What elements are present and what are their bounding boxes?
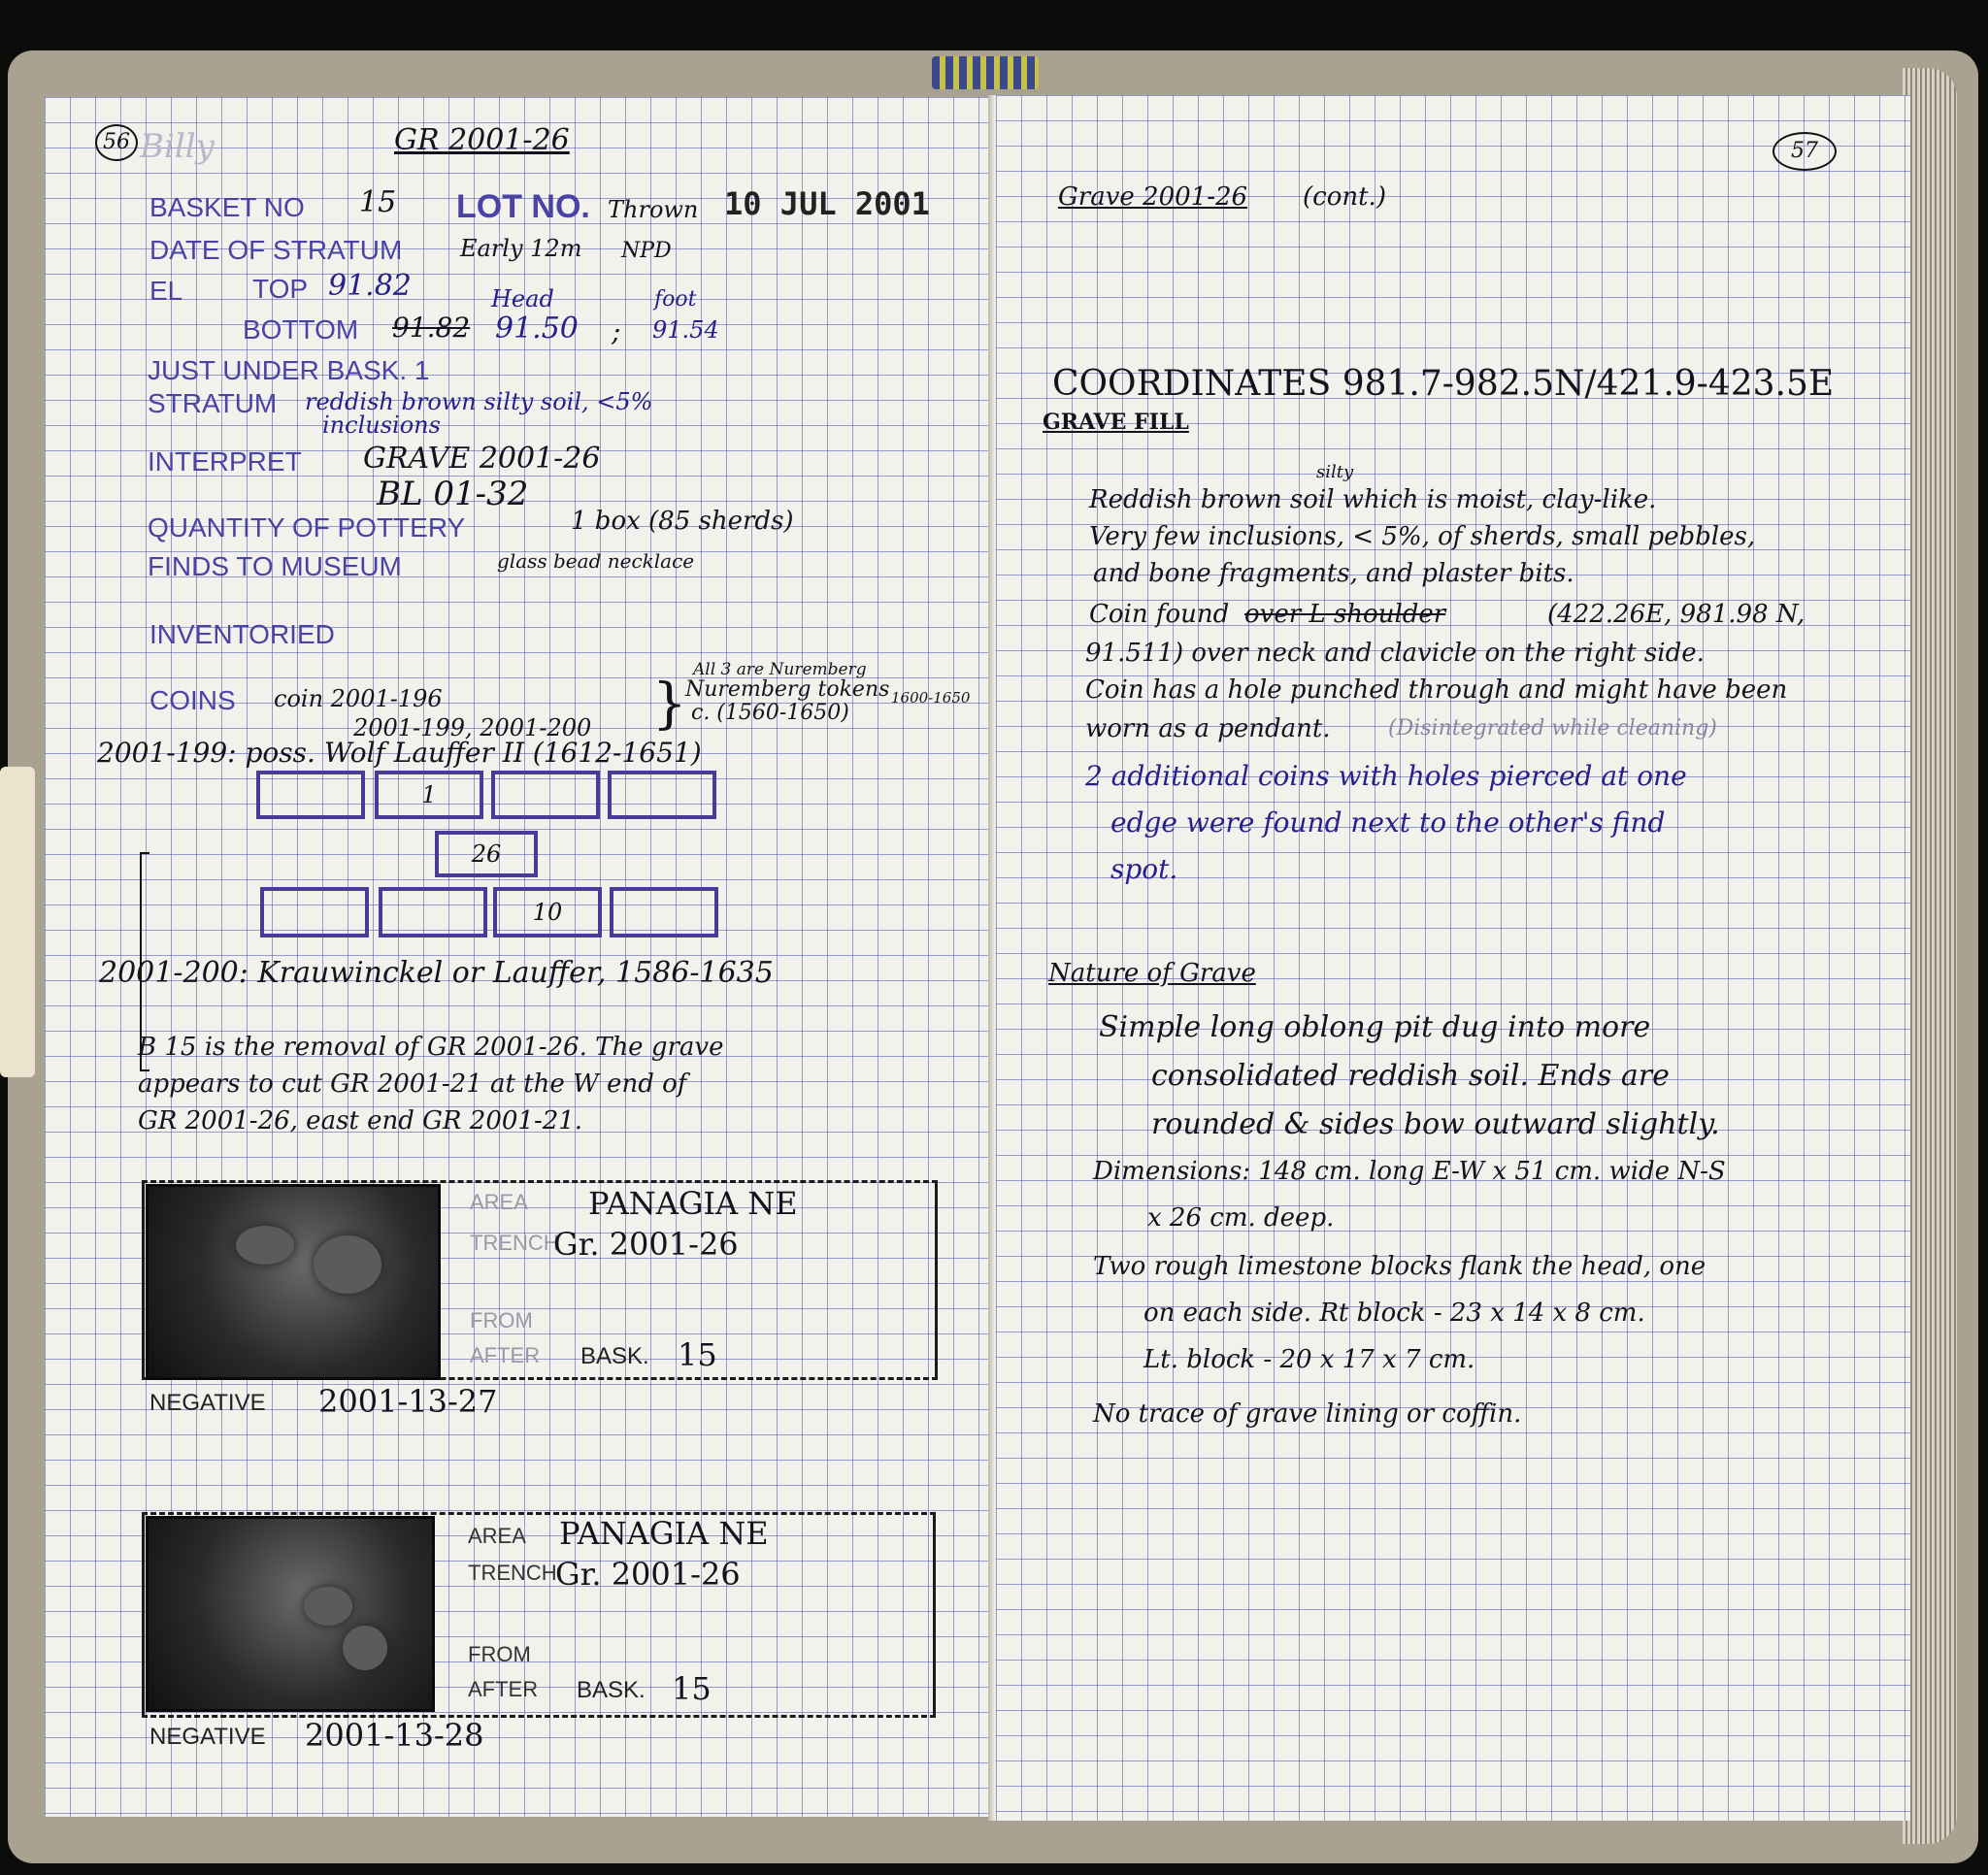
coin-disintegrated-note: (Disintegrated while cleaning) [1388, 716, 1717, 740]
photo-2-trench: Gr. 2001-26 [555, 1556, 741, 1593]
photo-1-area-label: AREA [470, 1190, 528, 1214]
left-page [45, 97, 994, 1817]
basket-note-line: GR 2001-26, east end GR 2001-21. [138, 1106, 583, 1135]
elastic-strap [0, 767, 35, 1077]
photo-rock [343, 1626, 387, 1670]
lot-label: LOT NO. [456, 188, 590, 225]
page-number-56: 56 [95, 124, 138, 161]
nature-line: rounded & sides bow outward slightly. [1151, 1107, 1720, 1141]
coordinates: COORDINATES 981.7-982.5N/421.9-423.5E [1052, 364, 1835, 404]
nature-line: x 26 cm. deep. [1147, 1203, 1335, 1233]
under-basket: JUST UNDER BASK. 1 [148, 355, 430, 385]
page-header: Grave 2001-26 [1058, 182, 1248, 212]
grave-fill-heading: GRAVE FILL [1043, 410, 1189, 435]
stratum-label: STRATUM [148, 388, 278, 418]
nature-line: Simple long oblong pit dug into more [1099, 1010, 1651, 1044]
photo-2 [146, 1516, 435, 1712]
inventoried: INVENTORIED [149, 619, 335, 649]
basket-note-line: B 15 is the removal of GR 2001-26. The grave [138, 1033, 724, 1062]
coin-line: Coin has a hole punched through and might have been [1085, 675, 1788, 705]
nature-line: Two rough limestone blocks flank the head, one [1093, 1252, 1706, 1281]
grid-box: 1 [375, 771, 483, 819]
coin-199-line: 2001-199: poss. Wolf Lauffer II (1612-1651) [97, 737, 702, 769]
nature-line: No trace of grave lining or coffin. [1093, 1399, 1522, 1429]
bottom-separator: ; [612, 315, 621, 347]
grid-box-center: 26 [435, 831, 538, 877]
grid-box [608, 771, 716, 819]
coin-line: 91.511) over neck and clavicle on the right side. [1085, 639, 1705, 668]
top-value: 91.82 [328, 269, 412, 303]
photo-1-area: PANAGIA NE [588, 1185, 798, 1222]
lot-date: 10 JUL 2001 [724, 185, 930, 222]
fill-line: and bone fragments, and plaster bits. [1093, 559, 1574, 588]
head-value: 91.50 [495, 312, 579, 345]
basket-value: 15 [359, 185, 397, 219]
finds-value: glass bead necklace [497, 549, 695, 573]
additional-coins-line: 2 additional coins with holes pierced at one [1085, 760, 1687, 792]
coins-label: COINS [149, 685, 236, 715]
date-of-stratum-label: DATE OF STRATUM [149, 235, 403, 265]
bottom-label: BOTTOM [243, 314, 359, 345]
grid-box [256, 771, 365, 819]
coins-line-1: coin 2001-196 [274, 685, 443, 712]
photo-rock [314, 1235, 381, 1294]
grid-box [491, 771, 600, 819]
photo-2-area-label: AREA [468, 1524, 526, 1548]
interpret-value: GRAVE 2001-26 [363, 442, 601, 476]
date-of-stratum-value: Early 12m [460, 235, 582, 262]
photo-2-bask: 15 [672, 1670, 712, 1707]
grid-box [610, 887, 718, 938]
photo-rock [304, 1587, 352, 1626]
grid-box [379, 887, 487, 938]
photo-2-after-label: AFTER [468, 1677, 539, 1701]
photo-2-negative-label: NEGATIVE [149, 1724, 266, 1750]
coin-found: Coin found [1089, 600, 1230, 629]
right-page [996, 95, 1910, 1821]
photo-1-bask: 15 [678, 1336, 717, 1373]
coin-struck-text: over L shoulder [1244, 600, 1446, 629]
photo-1-trench: Gr. 2001-26 [553, 1226, 739, 1263]
nature-heading: Nature of Grave [1048, 959, 1256, 988]
grid-box [260, 887, 369, 938]
finds-label: FINDS TO MUSEUM [148, 551, 402, 581]
bookmark-ribbon [932, 56, 1039, 89]
coins-brace: } [652, 673, 687, 736]
fill-line: Reddish brown soil which is moist, clay-like. [1089, 485, 1657, 514]
photo-2-trench-label: TRENCH [468, 1561, 557, 1585]
photo-1-from-label: FROM [470, 1308, 533, 1332]
photo-2-area: PANAGIA NE [559, 1515, 769, 1552]
page-header: GR 2001-26 [394, 123, 570, 157]
photo-1-trench-label: TRENCH [470, 1231, 559, 1255]
nature-line: Lt. block - 20 x 17 x 7 cm. [1143, 1345, 1475, 1374]
page-header-cont: (cont.) [1303, 182, 1386, 212]
el-label: EL [149, 276, 183, 306]
lot-thrown: Thrown [608, 196, 699, 223]
photo-2-negative: 2001-13-28 [305, 1717, 484, 1754]
page-number-57: 57 [1773, 132, 1837, 171]
top-label: TOP [252, 274, 309, 304]
photo-1-negative-label: NEGATIVE [149, 1390, 266, 1416]
interpret-label: INTERPRET [148, 446, 302, 477]
photo-rock [236, 1226, 294, 1265]
grid-box: 10 [493, 887, 602, 938]
nature-line: Dimensions: 148 cm. long E-W x 51 cm. wide N-S [1093, 1157, 1726, 1186]
page-edges [1903, 68, 1957, 1844]
head-label: Head [491, 285, 554, 312]
date-of-stratum-extra: NPD [621, 239, 672, 263]
basket-label: BASKET NO [149, 192, 305, 222]
photo-1-bask-label: BASK. [580, 1343, 649, 1369]
photo-2-bask-label: BASK. [577, 1677, 646, 1703]
coin-200-line: 2001-200: Krauwinckel or Lauffer, 1586-1635 [99, 956, 774, 990]
additional-coins-line: spot. [1110, 853, 1178, 885]
bottom-struck-value: 91.82 [392, 312, 471, 344]
stratum-value-2: inclusions [322, 411, 441, 439]
photo-1-negative: 2001-13-27 [318, 1383, 498, 1420]
coins-note-mid: Nuremberg tokens [685, 677, 890, 702]
foot-label: foot [654, 287, 697, 312]
coins-note-top: All 3 are Nuremberg [693, 660, 867, 679]
coins-note-small: 1600-1650 [891, 689, 971, 707]
coin-coordinates: (422.26E, 981.98 N, [1547, 600, 1806, 629]
pottery-label: QUANTITY OF POTTERY [148, 512, 466, 543]
nature-line: on each side. Rt block - 23 x 14 x 8 cm. [1143, 1299, 1645, 1328]
bl-number: BL 01-32 [377, 475, 529, 513]
photo-2-from-label: FROM [468, 1642, 531, 1666]
fill-line: Very few inclusions, < 5%, of sherds, small pebbles, [1089, 522, 1756, 551]
fill-silty: silty [1316, 462, 1354, 482]
nature-line: consolidated reddish soil. Ends are [1151, 1059, 1670, 1093]
additional-coins-line: edge were found next to the other's find [1110, 806, 1666, 839]
coins-line-2: 2001-199, 2001-200 [353, 714, 592, 741]
photo-1-after-label: AFTER [470, 1343, 541, 1367]
photo-1 [146, 1184, 441, 1380]
coins-note-bottom: c. (1560-1650) [691, 701, 849, 725]
stratum-value: reddish brown silty soil, <5% [305, 388, 653, 415]
basket-note-line: appears to cut GR 2001-21 at the W end of [138, 1069, 687, 1099]
foot-value: 91.54 [652, 316, 719, 344]
owner-name: Billy [140, 127, 215, 166]
coin-line: worn as a pendant. [1085, 714, 1331, 743]
pottery-value: 1 box (85 sherds) [571, 507, 794, 536]
